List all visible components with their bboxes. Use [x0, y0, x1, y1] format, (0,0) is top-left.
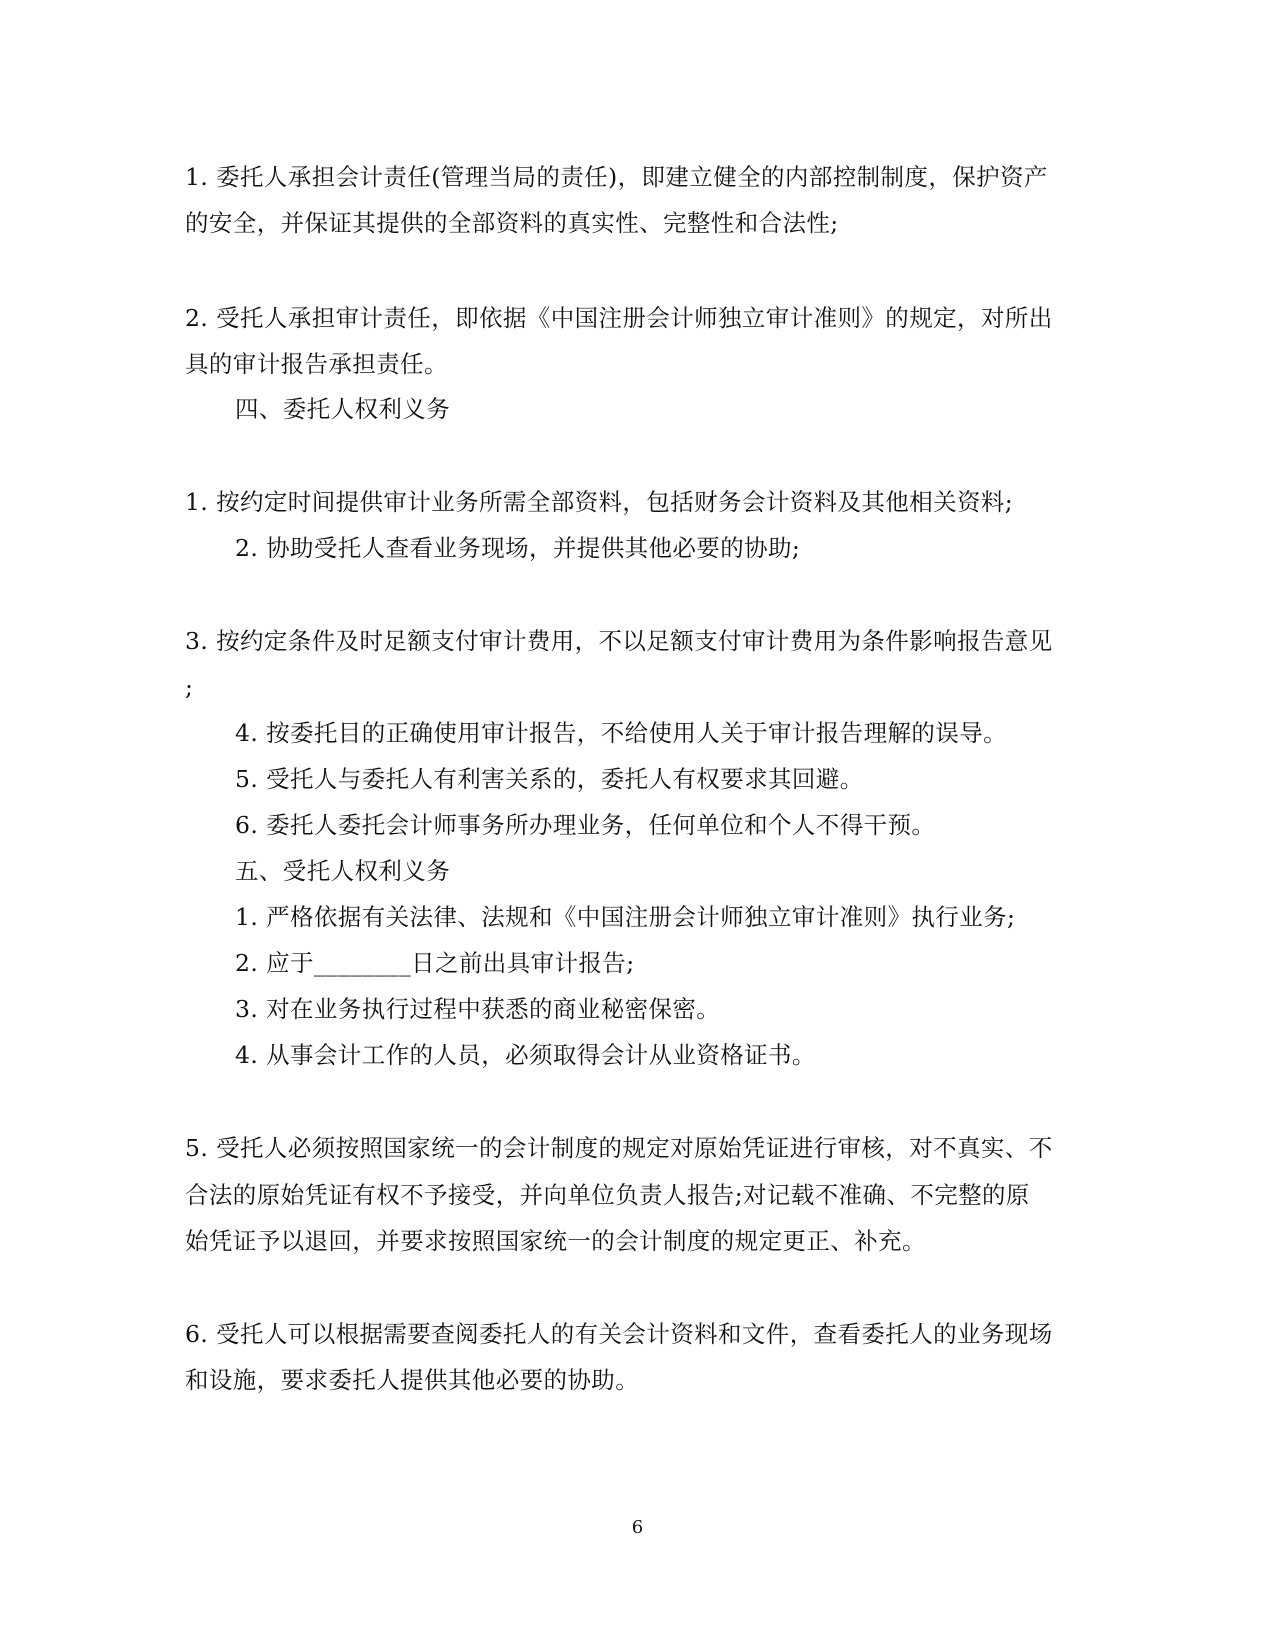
text-line: 2. 协助受托人查看业务现场，并提供其他必要的协助; — [235, 534, 801, 562]
text-line: 的安全，并保证其提供的全部资料的真实性、完整性和合法性; — [185, 209, 839, 237]
text-line: 5. 受托人必须按照国家统一的会计制度的规定对原始凭证进行审核，对不真实、不 — [185, 1134, 1053, 1162]
text-line: 1. 委托人承担会计责任(管理当局的责任)，即建立健全的内部控制制度，保护资产 — [185, 163, 1048, 191]
text-line: 和设施，要求委托人提供其他必要的协助。 — [185, 1366, 640, 1394]
text-line: 3. 对在业务执行过程中获悉的商业秘密保密。 — [235, 995, 721, 1023]
page-number: 6 — [631, 1517, 644, 1538]
text-line: 始凭证予以退回，并要求按照国家统一的会计制度的规定更正、补充。 — [185, 1227, 926, 1255]
text-line: 6. 委托人委托会计师事务所办理业务，任何单位和个人不得干预。 — [235, 811, 936, 839]
text-line: 具的审计报告承担责任。 — [185, 350, 448, 378]
text-line: 4. 按委托目的正确使用审计报告，不给使用人关于审计报告理解的误导。 — [235, 719, 1007, 747]
text-line: 2. 受托人承担审计责任，即依据《中国注册会计师独立审计准则》的规定，对所出 — [185, 304, 1053, 332]
text-line: 3. 按约定条件及时足额支付审计费用，不以足额支付审计费用为条件影响报告意见 — [185, 627, 1053, 655]
text-line: 6. 受托人可以根据需要查阅委托人的有关会计资料和文件，查看委托人的业务现场 — [185, 1320, 1053, 1348]
text-line: 5. 受托人与委托人有利害关系的，委托人有权要求其回避。 — [235, 765, 864, 793]
text-line: 1. 按约定时间提供审计业务所需全部资料，包括财务会计资料及其他相关资料; — [185, 488, 1014, 516]
text-line: 4. 从事会计工作的人员，必须取得会计从业资格证书。 — [235, 1041, 816, 1069]
text-line: 1. 严格依据有关法律、法规和《中国注册会计师独立审计准则》执行业务; — [235, 903, 1016, 931]
text-line: 2. 应于________日之前出具审计报告; — [235, 949, 635, 977]
text-line: ; — [185, 673, 194, 701]
section-heading: 五、受托人权利义务 — [235, 857, 451, 885]
text-line: 合法的原始凭证有权不予接受，并向单位负责人报告;对记载不准确、不完整的原 — [185, 1181, 1030, 1209]
section-heading: 四、委托人权利义务 — [235, 395, 451, 423]
